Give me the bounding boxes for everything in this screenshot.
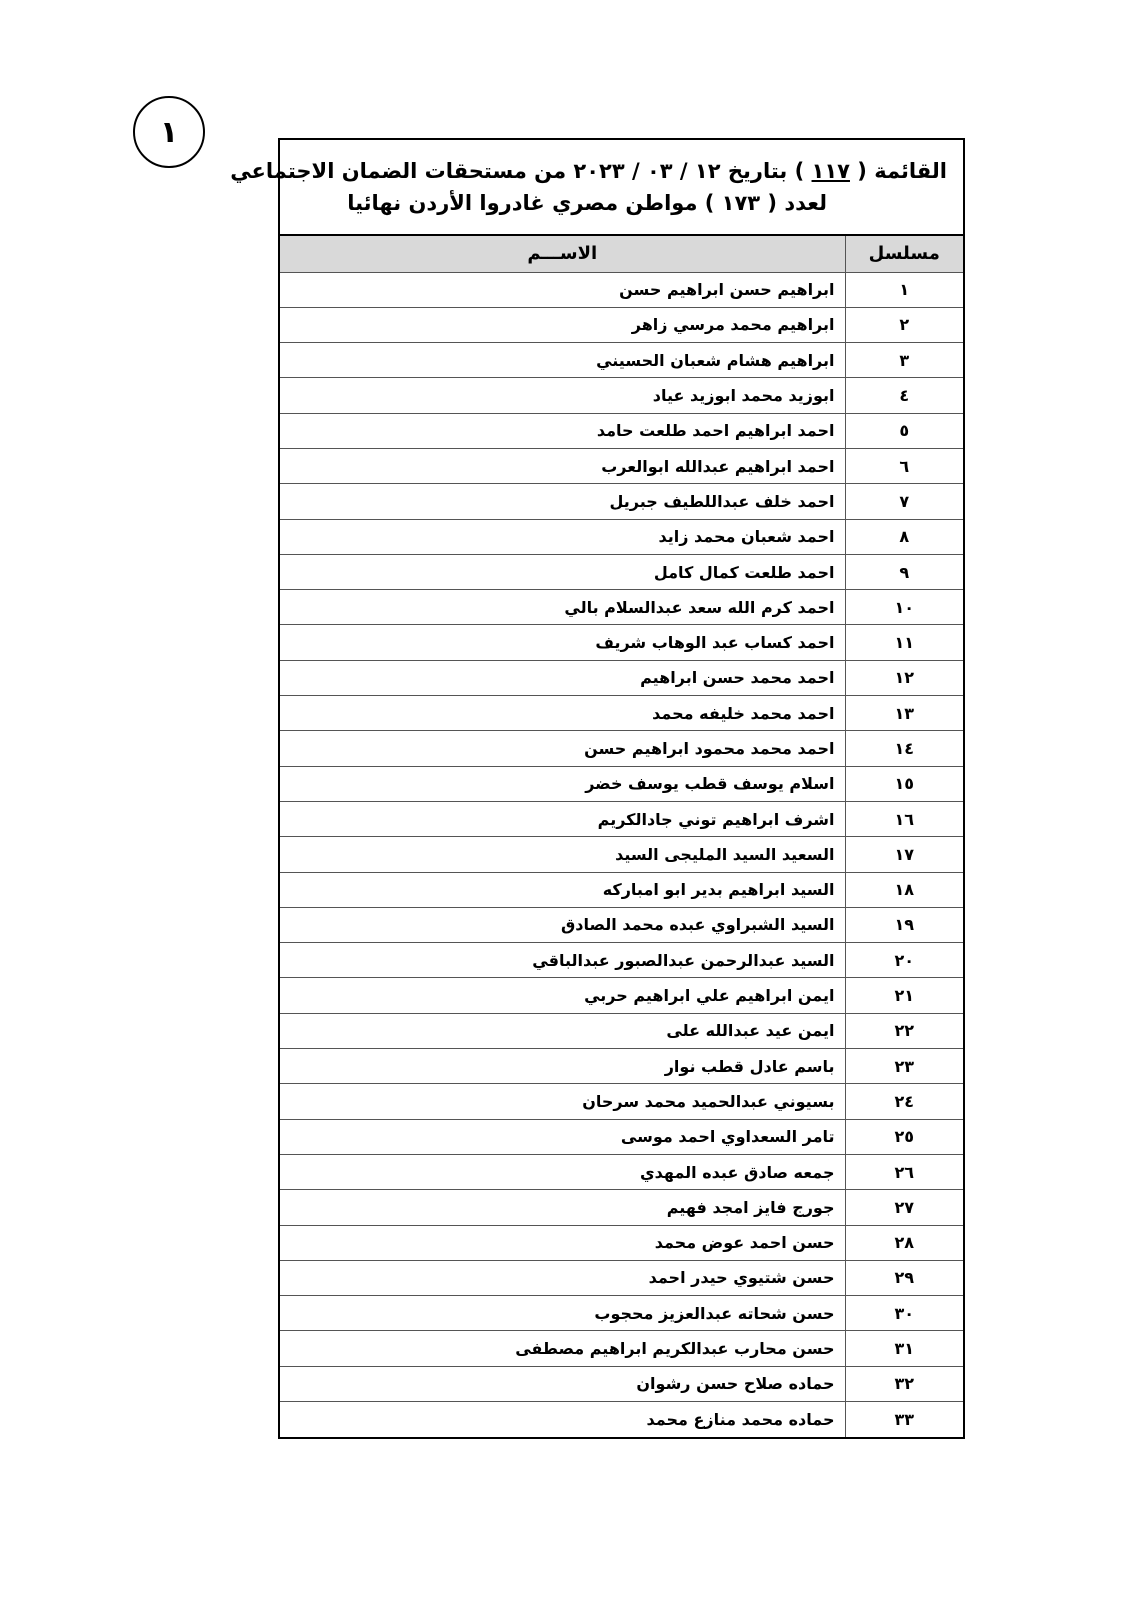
table-row — [280, 1190, 963, 1225]
table-row — [280, 448, 963, 483]
serial-cell: ٣٠ — [845, 1296, 963, 1331]
serial-cell: ٣٣ — [845, 1402, 963, 1437]
name-cell: احمد محمد حسن ابراهيم — [280, 660, 845, 695]
name-cell: ابراهيم حسن ابراهيم حسن — [280, 272, 845, 307]
name-cell: جمعه صادق عبده المهدي — [280, 1154, 845, 1189]
name-cell: حسن شتيوي حيدر احمد — [280, 1260, 845, 1295]
page-number: ١ — [159, 114, 179, 150]
name-cell: احمد محمد محمود ابراهيم حسن — [280, 731, 845, 766]
table-row — [280, 1084, 963, 1119]
serial-cell: ٢٤ — [845, 1084, 963, 1119]
table-row — [280, 413, 963, 448]
table-row — [280, 343, 963, 378]
serial-cell: ٨ — [845, 519, 963, 554]
name-cell: احمد محمد خليفه محمد — [280, 696, 845, 731]
serial-cell: ١٠ — [845, 590, 963, 625]
names-table — [280, 236, 963, 1437]
table-row — [280, 766, 963, 801]
name-cell: اسلام يوسف قطب يوسف خضر — [280, 766, 845, 801]
table-row — [280, 1225, 963, 1260]
table-row — [280, 1119, 963, 1154]
table-row — [280, 731, 963, 766]
name-column-header: الاســـم — [280, 236, 845, 272]
table-row — [280, 1402, 963, 1437]
name-cell: السيد الشبراوي عبده محمد الصادق — [280, 907, 845, 942]
name-cell: حسن شحاته عبدالعزيز محجوب — [280, 1296, 845, 1331]
serial-cell: ١٤ — [845, 731, 963, 766]
name-cell: ايمن عيد عبدالله على — [280, 1013, 845, 1048]
serial-cell: ١٥ — [845, 766, 963, 801]
name-cell: احمد شعبان محمد زايد — [280, 519, 845, 554]
name-cell: ايمن ابراهيم علي ابراهيم حربي — [280, 978, 845, 1013]
name-cell: ابراهيم محمد مرسي زاهر — [280, 307, 845, 342]
serial-cell: ٢٨ — [845, 1225, 963, 1260]
name-cell: حماده صلاح حسن رشوان — [280, 1366, 845, 1401]
serial-cell: ٣٢ — [845, 1366, 963, 1401]
serial-cell: ١٢ — [845, 660, 963, 695]
table-row — [280, 978, 963, 1013]
name-cell: ابوزيد محمد ابوزيد عياد — [280, 378, 845, 413]
table-row — [280, 837, 963, 872]
table-header-row — [280, 236, 963, 272]
table-row — [280, 696, 963, 731]
name-cell: باسم عادل قطب نوار — [280, 1049, 845, 1084]
name-cell: جورج فايز امجد فهيم — [280, 1190, 845, 1225]
serial-cell: ٢٠ — [845, 943, 963, 978]
table-row — [280, 801, 963, 836]
name-cell: احمد كساب عبد الوهاب شريف — [280, 625, 845, 660]
title-suffix: ) بتاريخ ١٢ / ٠٣ / ٢٠٢٣ من مستحقات الضمان الاجتماعي — [230, 159, 805, 183]
title-line-2: لعدد ( ١٧٣ ) مواطن مصري غادروا الأردن نهائيا — [347, 191, 827, 215]
table-row — [280, 625, 963, 660]
serial-cell: ٢١ — [845, 978, 963, 1013]
table-row — [280, 872, 963, 907]
table-row — [280, 519, 963, 554]
serial-cell: ١ — [845, 272, 963, 307]
serial-cell: ٢٦ — [845, 1154, 963, 1189]
table-row — [280, 1260, 963, 1295]
table-row — [280, 1013, 963, 1048]
table-row — [280, 554, 963, 589]
list-title-box — [230, 140, 963, 236]
serial-cell: ٦ — [845, 448, 963, 483]
table-row — [280, 1331, 963, 1366]
name-cell: احمد طلعت كمال كامل — [280, 554, 845, 589]
table-row — [280, 907, 963, 942]
title-prefix: القائمة ( — [857, 159, 947, 183]
page-number-badge — [133, 96, 205, 168]
serial-cell: ٢ — [845, 307, 963, 342]
serial-cell: ١١ — [845, 625, 963, 660]
name-cell: تامر السعداوي احمد موسى — [280, 1119, 845, 1154]
serial-cell: ٧ — [845, 484, 963, 519]
table-row — [280, 1154, 963, 1189]
serial-cell: ٢٩ — [845, 1260, 963, 1295]
serial-cell: ٢٧ — [845, 1190, 963, 1225]
serial-cell: ٢٥ — [845, 1119, 963, 1154]
serial-cell: ٢٣ — [845, 1049, 963, 1084]
serial-cell: ٣١ — [845, 1331, 963, 1366]
table-row — [280, 307, 963, 342]
serial-cell: ١٩ — [845, 907, 963, 942]
name-cell: حماده محمد منازع محمد — [280, 1402, 845, 1437]
beneficiaries-list-sheet — [230, 138, 965, 1439]
serial-cell: ٤ — [845, 378, 963, 413]
name-cell: السيد ابراهيم بدير ابو امباركه — [280, 872, 845, 907]
table-row — [280, 484, 963, 519]
serial-cell: ٥ — [845, 413, 963, 448]
table-row — [280, 378, 963, 413]
table-body — [280, 272, 963, 1437]
name-cell: احمد ابراهيم عبدالله ابوالعرب — [280, 448, 845, 483]
serial-cell: ١٦ — [845, 801, 963, 836]
serial-cell: ١٨ — [845, 872, 963, 907]
name-cell: حسن احمد عوض محمد — [280, 1225, 845, 1260]
serial-cell: ١٧ — [845, 837, 963, 872]
name-cell: السعيد السيد المليجى السيد — [280, 837, 845, 872]
table-row — [280, 943, 963, 978]
name-cell: احمد كرم الله سعد عبدالسلام بالي — [280, 590, 845, 625]
list-number: ١١٧ — [811, 159, 850, 183]
name-cell: احمد ابراهيم احمد طلعت حامد — [280, 413, 845, 448]
serial-cell: ٣ — [845, 343, 963, 378]
name-cell: السيد عبدالرحمن عبدالصبور عبدالباقي — [280, 943, 845, 978]
title-line-1 — [230, 155, 947, 187]
serial-cell: ١٣ — [845, 696, 963, 731]
name-cell: بسيوني عبدالحميد محمد سرحان — [280, 1084, 845, 1119]
name-cell: حسن محارب عبدالكريم ابراهيم مصطفى — [280, 1331, 845, 1366]
serial-column-header: مسلسل — [845, 236, 963, 272]
table-row — [280, 1049, 963, 1084]
table-row — [280, 272, 963, 307]
name-cell: اشرف ابراهيم توني جادالكريم — [280, 801, 845, 836]
name-cell: احمد خلف عبداللطيف جبريل — [280, 484, 845, 519]
table-row — [280, 1366, 963, 1401]
table-row — [280, 590, 963, 625]
table-row — [280, 660, 963, 695]
table-row — [280, 1296, 963, 1331]
serial-cell: ٢٢ — [845, 1013, 963, 1048]
name-cell: ابراهيم هشام شعبان الحسيني — [280, 343, 845, 378]
serial-cell: ٩ — [845, 554, 963, 589]
